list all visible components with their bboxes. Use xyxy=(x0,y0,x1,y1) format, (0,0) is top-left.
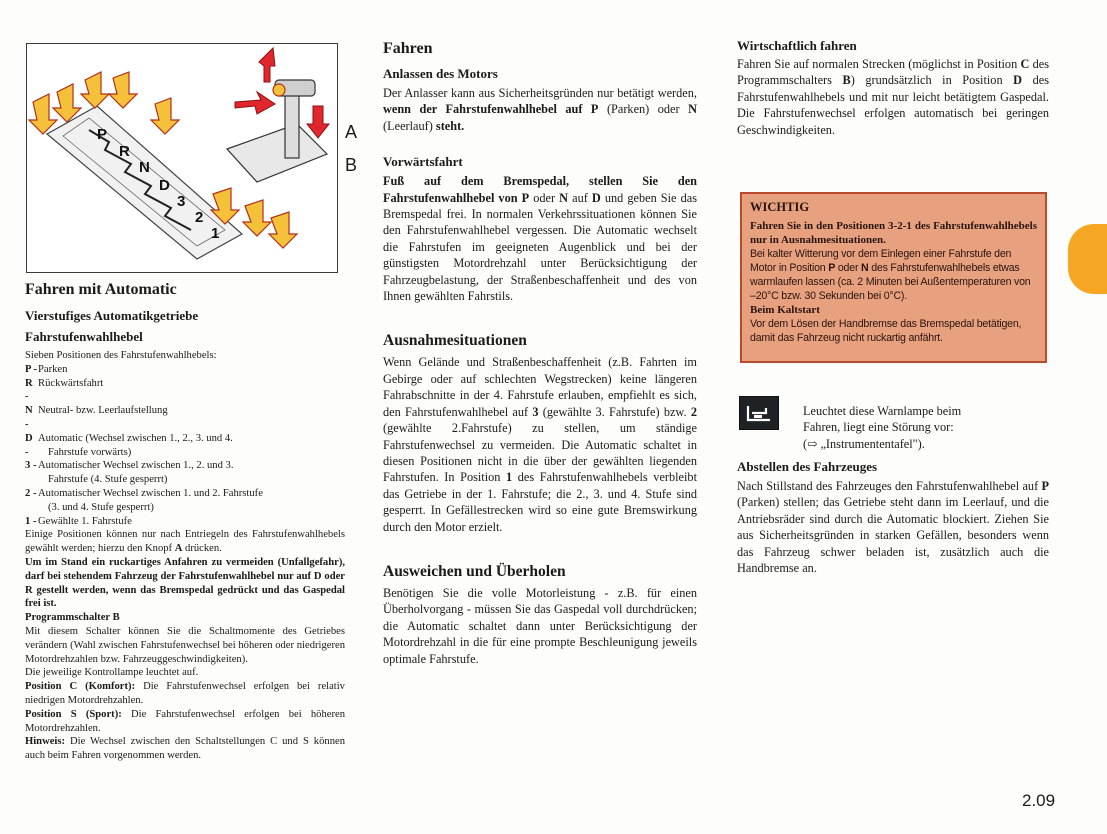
arrow-icon xyxy=(243,200,271,236)
paragraph-hinweis: Hinweis: Die Wechsel zwischen den Schaltstellungen C und S können auch beim Fahren vorgenommen werden. xyxy=(25,736,345,762)
warning-kaltstart-text: Vor dem Lösen der Handbremse das Bremspedal betätigen, damit das Fahrzeug nicht ruckartig anfährt. xyxy=(750,318,1022,344)
warning-box xyxy=(740,192,1047,363)
warning-subheading-kaltstart: Beim Kaltstart xyxy=(750,304,820,316)
gate-letter-p: P xyxy=(97,126,108,143)
arrow-icon xyxy=(29,94,57,134)
warning-text: Bei kalter Witterung vor dem Einlegen einer Fahrstufe den Motor in Position P oder N des Fahrstufenwahlhebels etwas warmlaufen lassen (ca. 2 Minuten bei Außentemperaturen von –20°C bzw. 30 Sekunden bei 0°C). xyxy=(750,248,1031,302)
paragraph-abstellen: Nach Stillstand des Fahrzeuges den Fahrstufenwahlhebel auf P (Parken) stellen; das Getriebe steht dann im Leerlauf, und die Antriebsräder sind durch die Automatic blockiert. Ziehen Sie aus Sicherheitsgründen in starken Gefällen, besonders wenn das Fahrzeug schwer beladen ist, zusätzlich auch die Handbremse an. xyxy=(737,479,1049,576)
paragraph-wirtschaftlich: Fahren Sie auf normalen Strecken (möglichst in Position C des Programmschalters B) grundsätzlich in Position D des Fahrstufenwahlhebels und mit nur leicht betätigtem Gaspedal. Die Fahrstufenwechsel erfolgen automatisch bei geringen Geschwindigkeiten. xyxy=(737,57,1049,137)
down-arrow-icon xyxy=(307,106,329,138)
figure-label-a: A xyxy=(345,122,358,142)
gate-letter-r: R xyxy=(119,143,130,160)
paragraph-programmschalter: Mit diesem Schalter können Sie die Schaltmomente des Getriebes verändern (Wahl zwischen Fahrstufenwechsel bei höheren oder niedrigeren Motordrehzahlen bzw. Fahrzeuggeschwindigkeiten). xyxy=(25,625,345,665)
subheading-anlassen: Anlassen des Motors xyxy=(383,66,498,81)
positions-intro: Sieben Positionen des Fahrstufenwahlhebels: xyxy=(25,350,217,361)
column-right xyxy=(737,38,1049,138)
warning-title: WICHTIG xyxy=(750,200,810,214)
section-heading-ausnahmesituationen: Ausnahmesituationen xyxy=(383,332,527,350)
list-item: D - Automatic (Wechsel zwischen 1., 2., 3. und 4. Fahrstufe vorwärts) xyxy=(25,432,233,458)
arrow-icon xyxy=(81,72,109,108)
gear-selector-illustration xyxy=(26,43,338,273)
arrow-icon xyxy=(269,212,297,248)
chapter-tab xyxy=(1068,224,1107,294)
section-abstellen xyxy=(737,459,1049,576)
column-left xyxy=(25,281,345,763)
arrow-icon xyxy=(109,72,137,108)
gate-letter-d: D xyxy=(159,177,170,194)
list-item: 3 - Automatischer Wechsel zwischen 1., 2. und 3. Fahrstufe (4. Stufe gesperrt) xyxy=(25,460,234,486)
section-heading-abstellen: Abstellen des Fahrzeuges xyxy=(737,459,878,474)
paragraph-ausnahmesituationen: Wenn Gelände und Straßenbeschaffenheit (z.B. Fahrten im Gebirge oder auf schlechten Wegstrecken) keine längeren Fahrabschnitte in der 4. Fahrstufe erlauben, empfiehlt es sich, den Fahrstufenwahlhebel auf 3 (gewählte 3. Fahrstufe) bzw. 2 (gewählte 2.Fahrstufe) zu stellen, um ständige Fahrstufenwechsel zu vermeiden. Die Automatic schaltet in diesen Positionen nicht in die über der gewählten liegenden Fahrstufen. In Position 1 des Fahrstufenwahlhebels verbleibt das Getriebe in der 1. Fahrstufe; die 2., 3. und 4. Stufe sind gesperrt. In Gefällestrecken wird so eine gute Bremswirkung durch den Motor erzielt. xyxy=(383,355,697,534)
subheading-vorwaertsfahrt: Vorwärtsfahrt xyxy=(383,154,463,170)
arrow-icon xyxy=(53,84,81,122)
list-item: N - Neutral- bzw. Leerlaufstellung xyxy=(25,405,168,430)
list-item: P - Parken xyxy=(25,363,68,375)
list-item: 1 - Gewählte 1. Fahrstufe xyxy=(25,515,132,527)
page-number: 2.09 xyxy=(1022,791,1056,810)
list-item: 2 - Automatischer Wechsel zwischen 1. und 2. Fahrstufe (3. und 4. Stufe gesperrt) xyxy=(25,487,263,513)
list-item: R - Rückwärtsfahrt xyxy=(25,377,104,403)
paragraph-position-s: Position S (Sport): Die Fahrstufenwechsel erfolgen bei höheren Motordrehzahlen. xyxy=(25,708,345,734)
section-heading-fahren: Fahren xyxy=(383,40,433,57)
up-arrow-icon xyxy=(259,48,275,82)
paragraph-ausweichen: Benötigen Sie die volle Motorleistung - z.B. für einen Überholvorgang - müssen Sie das Gaspedal voll durchdrücken; die Automatic schaltet dann unter Berücksichtigung der Motordrehzahl in die für eine prompte Beschleunigung jeweils optimale Fahrstufe. xyxy=(383,585,697,666)
paragraph-entriegeln: Einige Positionen können nur nach Entriegeln des Fahrstufenwahlhebels gewählt werden; hierzu den Knopf A drücken. xyxy=(25,529,345,555)
positions-list xyxy=(25,363,345,529)
subheading-automatikgetriebe: Vierstufiges Automatikgetriebe xyxy=(25,308,199,323)
paragraph-position-c: Position C (Komfort): Die Fahrstufenwechsel erfolgen bei relativ niedrigen Motordrehzahlen. xyxy=(25,681,345,706)
arrow-icon xyxy=(151,98,179,134)
subheading-fahrstufenwahlhebel: Fahrstufenwahlhebel xyxy=(25,329,143,344)
gate-letter-2: 2 xyxy=(195,209,204,226)
warning-bold-text: Fahren Sie in den Positionen 3-2-1 des Fahrstufenwahlhebels nur in Ausnahmesituationen. xyxy=(750,220,1037,246)
paragraph-kontrollampe: Die jeweilige Kontrollampe leuchtet auf. xyxy=(25,667,199,679)
transmission-warning-lamp-icon xyxy=(739,396,779,430)
paragraph-vorwaertsfahrt: Fuß auf dem Bremspedal, stellen Sie den Fahrstufenwahlhebel von P oder N auf D und geben Sie das Bremspedal frei. In normalen Verkehrssituationen können Sie den Fahrstufenwahlhebel vergessen. Die Automatic wechselt die Fahrstufen im geeigneten Augenblick und bei der günstigsten Motordrehzahl unter Berücksichtigung der Fahrzeugbelastung, der Straßenbeschaffenheit und des von Ihnen gewählten Fahrstils. xyxy=(383,174,697,304)
gear-selector-drawing xyxy=(27,44,337,272)
warning-paragraph: Um im Stand ein ruckartiges Anfahren zu vermeiden (Unfallgefahr), darf bei stehendem Fahrzeug der Fahrstufenwahlhebel nur auf D oder R gestellt werden, wenn das Bremspedal gedrückt und das Gaspedal frei ist. xyxy=(25,556,345,610)
section-heading-wirtschaftlich: Wirtschaftlich fahren xyxy=(737,38,857,53)
subheading-programmschalter: Programmschalter B xyxy=(25,612,120,624)
gate-letter-3: 3 xyxy=(177,193,186,210)
section-heading-fahren-mit-automatic: Fahren mit Automatic xyxy=(25,281,177,298)
column-middle xyxy=(383,40,697,667)
figure-label-b: B xyxy=(345,155,358,175)
gate-letter-1: 1 xyxy=(211,225,220,242)
right-arrow-icon xyxy=(235,92,275,114)
gate-letter-n: N xyxy=(139,159,150,176)
warning-lamp-text: Leuchtet diese Warnlampe beim Fahren, liegt eine Störung vor: (⇨ „Instrumententafel"). xyxy=(803,404,962,451)
section-heading-ausweichen: Ausweichen und Überholen xyxy=(383,562,566,580)
paragraph-anlassen: Der Anlasser kann aus Sicherheitsgründen nur betätigt werden, wenn der Fahrstufenwahlhebel auf P (Parken) oder N (Leerlauf) steht. xyxy=(383,86,697,133)
